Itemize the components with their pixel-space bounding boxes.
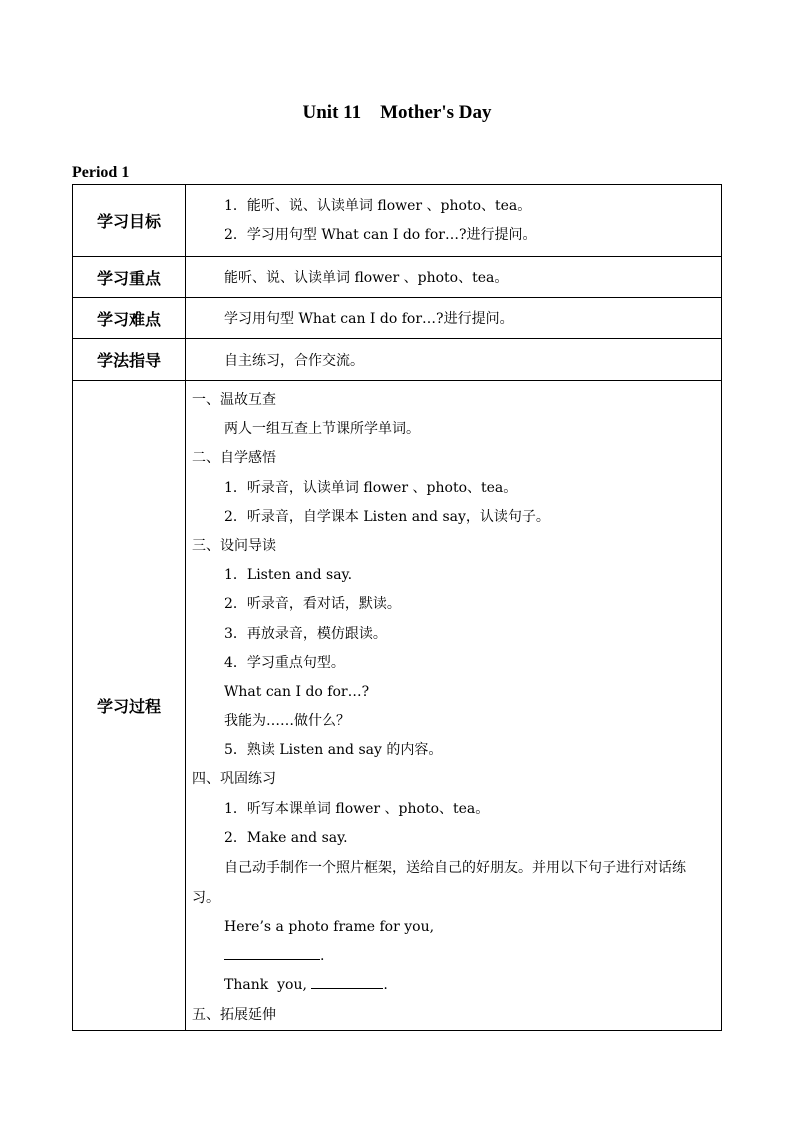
process-label: 学习过程 <box>73 381 186 1031</box>
method-content: 自主练习，合作交流。 <box>186 339 722 381</box>
goals-content <box>186 185 722 257</box>
section-3-item-3: 3．再放录音，模仿跟读。 <box>224 625 387 642</box>
section-2-item-1: 1．听录音，认读单词 flower 、photo、tea。 <box>224 479 518 496</box>
section-2-heading: 二、自学感悟 <box>192 450 276 467</box>
section-1-heading: 一、温故互查 <box>192 392 276 408</box>
dialogue-line-3-text: Thank you, <box>224 977 312 994</box>
page-title <box>0 102 794 124</box>
table-row-method <box>73 339 722 381</box>
answer-blank-1[interactable] <box>224 959 320 960</box>
table-row-process <box>73 381 722 1031</box>
key-sentence-english: What can I do for…? <box>224 683 370 700</box>
dialogue-line-3-end: . <box>383 977 388 994</box>
section-2-item-2: 2．听录音，自学课本 Listen and say，认读句子。 <box>224 508 550 525</box>
lesson-plan-table <box>72 184 722 1031</box>
dialogue-line-2 <box>192 942 721 971</box>
process-content <box>186 381 722 1031</box>
section-3-item-4: 4．学习重点句型。 <box>224 654 345 671</box>
dialogue-line-3 <box>192 971 721 1000</box>
difficult-content: 学习用句型 What can I do for…?进行提问。 <box>186 298 722 339</box>
key-content: 能听、说、认读单词 flower 、photo、tea。 <box>186 257 722 298</box>
unit-name: Mother's Day <box>380 102 492 123</box>
difficult-label: 学习难点 <box>73 298 186 339</box>
section-4-item-1: 1．听写本课单词 flower 、photo、tea。 <box>224 800 490 817</box>
unit-number: Unit 11 <box>302 102 362 123</box>
goals-line-1: 1．能听、说、认读单词 flower 、photo、tea。 <box>224 197 532 214</box>
period-label: Period 1 <box>72 164 130 181</box>
section-3-item-2: 2．听录音，看对话，默读。 <box>224 596 401 613</box>
table-row-goals <box>73 185 722 257</box>
section-3-item-5: 5．熟读 Listen and say 的内容。 <box>224 742 443 759</box>
section-3-item-1: 1．Listen and say. <box>224 567 353 584</box>
section-4-heading: 四、巩固练习 <box>192 771 276 788</box>
method-label: 学法指导 <box>73 339 186 381</box>
answer-blank-2[interactable] <box>311 988 383 989</box>
section-3-heading: 三、设问导读 <box>192 537 276 554</box>
section-5-heading: 五、拓展延伸 <box>192 1006 276 1023</box>
section-4-item-2: 2．Make and say. <box>224 829 348 846</box>
key-sentence-chinese: 我能为……做什么？ <box>224 713 350 730</box>
dialogue-line-1: Here’s a photo frame for you, <box>224 919 435 935</box>
section-1-text: 两人一组互查上节课所学单词。 <box>224 421 420 438</box>
goals-line-2: 2．学习用句型 What can I do for…?进行提问。 <box>224 226 537 243</box>
goals-label: 学习目标 <box>73 185 186 257</box>
title-gap <box>361 102 380 123</box>
dialogue-line-2-end: . <box>320 948 325 965</box>
table-row-key <box>73 257 722 298</box>
section-4-paragraph: 自己动手制作一个照片框架，送给自己的好朋友。并用以下句子进行对话练习。 <box>192 860 686 906</box>
key-label: 学习重点 <box>73 257 186 298</box>
table-row-difficult <box>73 298 722 339</box>
